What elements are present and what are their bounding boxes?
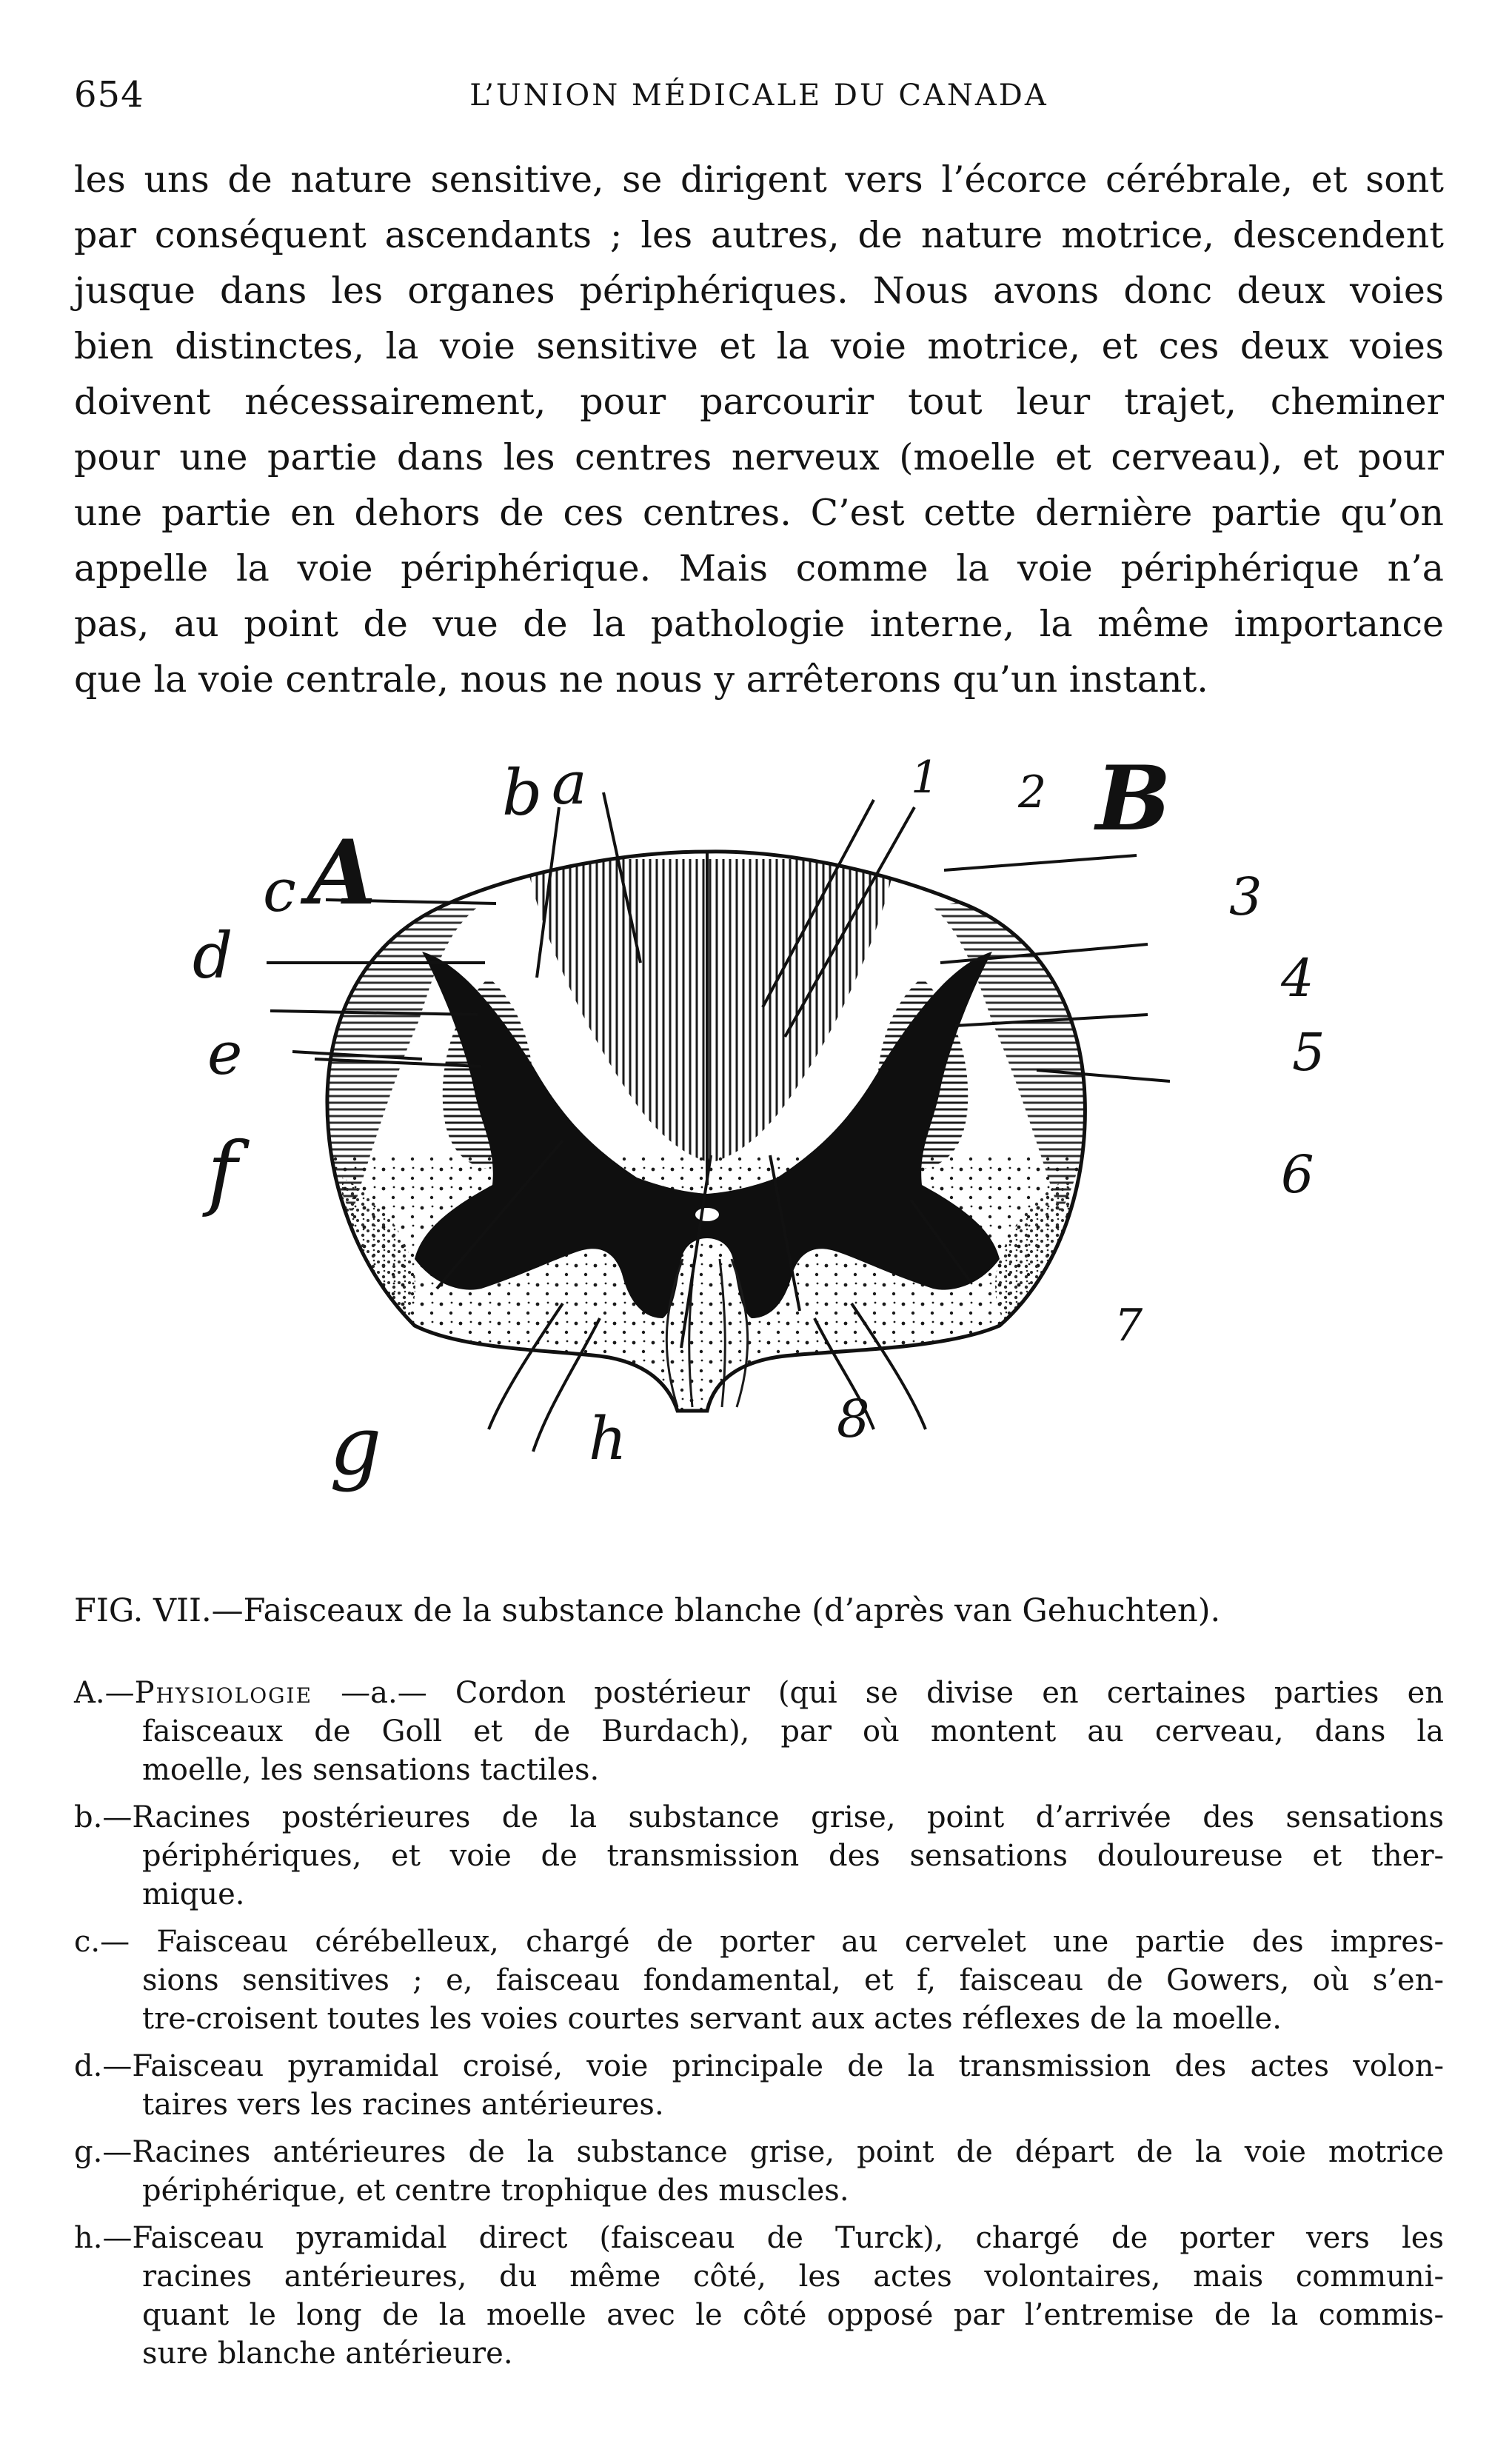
legend-text: Faisceau pyramidal croisé, voie principale de la transmission des actes volon-	[132, 2049, 1444, 2083]
body-line: que la voie centrale, nous ne nous y arrêterons qu’un instant.	[74, 658, 1208, 701]
body-line: par conséquent ascendants ; les autres, de nature motrice, descendent	[74, 214, 1444, 256]
legend-key: h.—	[74, 2221, 133, 2255]
legend-key: b.—	[74, 1800, 133, 1834]
legend-text: racines antérieures, du même côté, les actes volontaires, mais communi-	[142, 2260, 1444, 2294]
figure-legend	[74, 1674, 1444, 2382]
running-title: L’UNION MÉDICALE DU CANADA	[469, 79, 1048, 113]
legend-entry-c	[74, 1923, 1444, 2038]
legend-text: Faisceau cérébelleux, chargé de porter au cervelet une partie des impres-	[130, 1925, 1444, 1959]
legend-entry-b	[74, 1798, 1444, 1914]
legend-text: Faisceau pyramidal direct (faisceau de Turck), chargé de porter vers les	[132, 2221, 1444, 2255]
label-2: 2	[1018, 767, 1047, 818]
legend-text: moelle, les sensations tactiles.	[142, 1753, 600, 1787]
label-A: A	[307, 821, 377, 925]
legend-text: tre-croisent toutes les voies courtes servant aux actes réflexes de la moelle.	[142, 2002, 1282, 2036]
legend-text: —a.— Cordon postérieur (qui se divise en certaines parties en	[312, 1676, 1444, 1710]
label-b: b	[502, 757, 543, 830]
legend-key: A.—	[74, 1676, 135, 1710]
legend-entry-d	[74, 2047, 1444, 2124]
legend-entry-a	[74, 1674, 1444, 1789]
legend-text: Racines postérieures de la substance grise, point d’arrivée des sensations	[132, 1800, 1444, 1834]
label-h: h	[589, 1404, 627, 1473]
body-line: appelle la voie périphérique. Mais comme la voie périphérique n’a	[74, 547, 1444, 590]
spinal-cord-diagram	[148, 741, 1392, 1526]
legend-text: mique.	[142, 1877, 245, 1911]
body-line: une partie en dehors de ces centres. C’est cette dernière partie qu’on	[74, 492, 1444, 534]
body-paragraph	[74, 152, 1444, 707]
spinal-cord-figure	[148, 741, 1392, 1526]
legend-text: taires vers les racines antérieures.	[142, 2088, 664, 2122]
legend-key: c.—	[74, 1925, 130, 1959]
label-e: e	[207, 1019, 243, 1088]
label-d: d	[193, 920, 233, 993]
figure-caption: FIG. VII.—Faisceaux de la substance blanche (d’après van Gehuchten).	[74, 1592, 1221, 1629]
label-8: 8	[837, 1389, 870, 1449]
label-f: f	[207, 1124, 238, 1219]
central-canal	[695, 1208, 719, 1221]
legend-heading: Physiologie	[134, 1676, 313, 1710]
legend-text: quant le long de la moelle avec le côté opposé par l’entremise de la commis-	[142, 2298, 1444, 2332]
legend-key: d.—	[74, 2049, 133, 2083]
legend-entry-g	[74, 2133, 1444, 2210]
label-B: B	[1096, 747, 1171, 851]
label-6: 6	[1281, 1144, 1314, 1205]
label-7: 7	[1114, 1300, 1143, 1352]
legend-text: périphériques, et voie de transmission des sensations douloureuse et ther-	[142, 1839, 1444, 1873]
label-g: g	[330, 1398, 382, 1493]
legend-key: g.—	[74, 2135, 133, 2169]
legend-text: sure blanche antérieure.	[142, 2337, 513, 2371]
page-header	[74, 74, 1444, 126]
body-line: bien distinctes, la voie sensitive et la voie motrice, et ces deux voies	[74, 325, 1444, 367]
page-number: 654	[74, 74, 144, 116]
body-line: jusque dans les organes périphériques. Nous avons donc deux voies	[74, 270, 1444, 312]
label-5: 5	[1292, 1022, 1325, 1083]
label-1: 1	[911, 752, 940, 804]
body-line: pour une partie dans les centres nerveux (moelle et cerveau), et pour	[74, 436, 1444, 478]
legend-text: Racines antérieures de la substance grise, point de départ de la voie motrice	[132, 2135, 1444, 2169]
label-c: c	[263, 856, 296, 925]
legend-text: sions sensitives ; e, faisceau fondamental, et f, faisceau de Gowers, où s’en-	[142, 1963, 1444, 1997]
label-3: 3	[1229, 866, 1262, 927]
body-line: doivent nécessairement, pour parcourir tout leur trajet, cheminer	[74, 381, 1444, 423]
label-4: 4	[1281, 948, 1314, 1009]
legend-text: faisceaux de Goll et de Burdach), par où montent au cerveau, dans la	[142, 1714, 1444, 1749]
legend-entry-h	[74, 2219, 1444, 2373]
body-line: pas, au point de vue de la pathologie interne, la même importance	[74, 603, 1444, 645]
body-line: les uns de nature sensitive, se dirigent vers l’écorce cérébrale, et sont	[74, 158, 1444, 201]
legend-text: périphérique, et centre trophique des muscles.	[142, 2174, 849, 2208]
label-a: a	[552, 749, 587, 818]
